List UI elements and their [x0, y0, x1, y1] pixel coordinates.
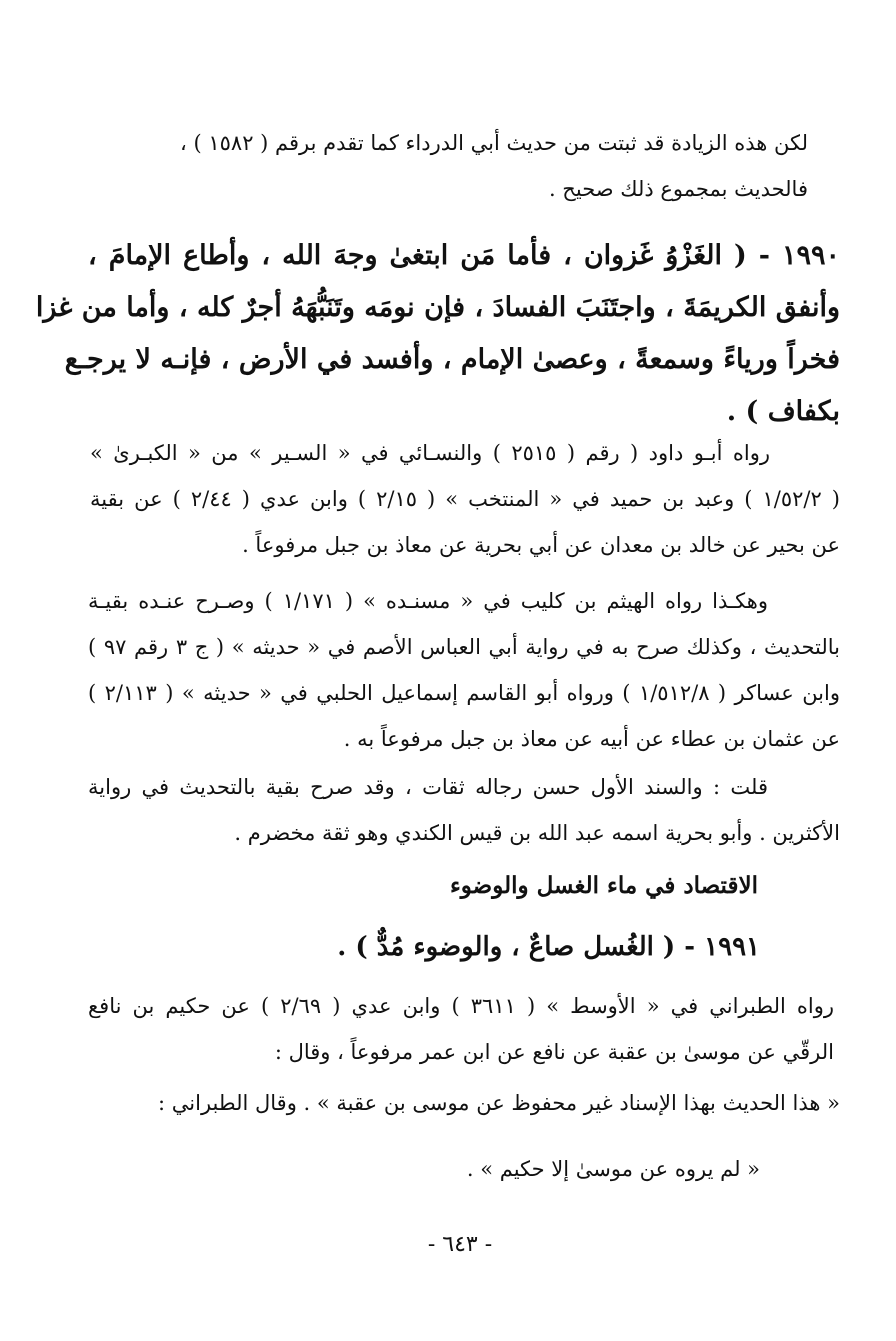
text-line: بالتحديث ، وكذلك صرح به في رواية أبي العباس الأصم في « حديثه » ( ج ٣ رقم ٩٧ ) [88, 635, 841, 659]
text-line: ( ١/٥٢/٢ ) وعبد بن حميد في « المنتخب » ( ٢/١٥ ) وابن عدي ( ٢/٤٤ ) عن بقية [90, 487, 841, 511]
hadith-1990-text [35, 230, 840, 438]
text-line: عن عثمان بن عطاء عن أبيه عن معاذ بن جبل مرفوعاً به . [343, 727, 840, 751]
section-heading: الاقتصاد في ماء الغسل والوضوء [449, 872, 758, 899]
text-line: لكن هذه الزيادة قد ثبتت من حديث أبي الدرداء كما تقدم برقم ( ١٥٨٢ ) ، [180, 131, 808, 155]
text-line: رواه أبـو داود ( رقم ( ٢٥١٥ ) والنسـائي في « السـير » من « الكبـرىٰ » [90, 441, 770, 465]
text-line: بكفاف ) . [726, 396, 840, 427]
hadith-1991-text: ١٩٩١ - ( الغُسل صاعٌ ، والوضوء مُدٌّ ) . [337, 932, 760, 962]
paragraph-haythem [88, 578, 840, 762]
paragraph-takhrij [90, 430, 840, 568]
text-line: وهكـذا رواه الهيثم بن كليب في « مسنـده » ( ١/١٧١ ) وصـرح عنـده بقيـة [88, 589, 768, 613]
quote-line: « هذا الحديث بهذا الإسناد غير محفوظ عن موسى بن عقبة » . وقال الطبراني : [158, 1091, 840, 1115]
quote-line: « لم يروه عن موسىٰ إلا حكيم » . [466, 1157, 760, 1181]
paragraph-qultu [88, 764, 840, 856]
text-line: قلت : والسند الأول حسن رجاله ثقات ، وقد صرح بقية بالتحديث في رواية [88, 775, 768, 799]
text-line: فالحديث بمجموع ذلك صحيح . [548, 177, 808, 201]
text-line: رواه الطبراني في « الأوسط » ( ٣٦١١ ) وابن عدي ( ٢/٦٩ ) عن حكيم بن نافع [88, 994, 834, 1018]
text-line: الأكثرين . وأبو بحرية اسمه عبد الله بن قيس الكندي وهو ثقة مخضرم . [234, 821, 840, 845]
paragraph-tabarani [88, 983, 834, 1075]
page-number: - ٦٤٣ - [427, 1232, 493, 1257]
text-line: ١٩٩٠ - ( الغَزْوُ غَزوان ، فأما مَن ابتغىٰ وجهَ الله ، وأطاع الإمامَ ، [88, 240, 840, 271]
paragraph-continuation [90, 120, 808, 212]
text-line: وأنفق الكريمَةَ ، واجتَنَبَ الفسادَ ، فإن نومَه وتَنَبُّهَهُ أجرٌ كله ، وأما من غزا [35, 292, 840, 323]
text-line: عن بحير عن خالد بن معدان عن أبي بحرية عن معاذ بن جبل مرفوعاً . [242, 533, 840, 557]
text-line: فخراً ورياءً وسمعةً ، وعصىٰ الإمام ، وأفسد في الأرض ، فإنـه لا يرجـع [64, 344, 840, 375]
text-line: وابن عساكر ( ١/٥١٢/٨ ) ورواه أبو القاسم إسماعيل الحلبي في « حديثه » ( ٢/١١٣ ) [88, 681, 841, 705]
text-line: الرقّي عن موسىٰ بن عقبة عن نافع عن ابن عمر مرفوعاً ، وقال : [274, 1040, 834, 1064]
